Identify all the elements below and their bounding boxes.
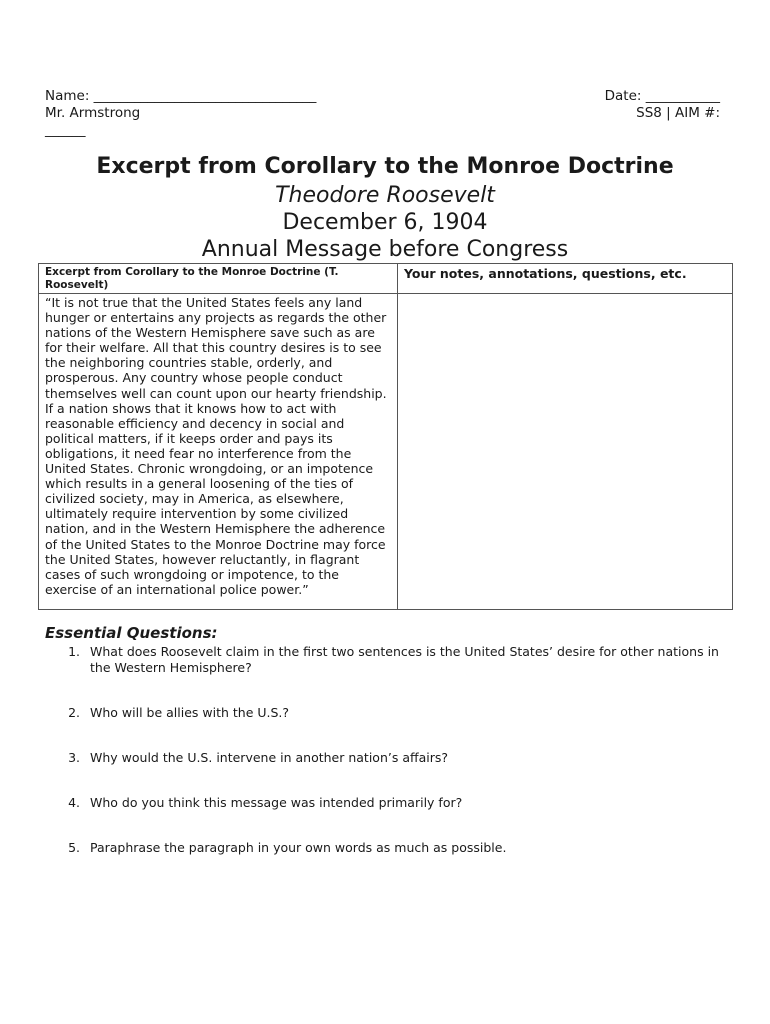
class-aim: SS8 | AIM #: <box>636 105 720 121</box>
question-text: Who will be allies with the U.S.? <box>90 705 290 720</box>
essential-questions <box>45 624 735 856</box>
question-item <box>45 795 735 811</box>
question-number: 4. <box>68 795 80 810</box>
question-item <box>45 705 735 721</box>
name-line: Name: _________________________________ <box>45 88 317 104</box>
question-number: 1. <box>68 644 80 659</box>
excerpt-column-header: Excerpt from Corollary to the Monroe Doctrine (T. Roosevelt) <box>39 264 398 294</box>
date-line: Date: ___________ <box>604 88 720 104</box>
question-number: 2. <box>68 705 80 720</box>
excerpt-table <box>38 263 733 610</box>
document-title: Excerpt from Corollary to the Monroe Doctrine <box>96 154 674 179</box>
table-header-row <box>39 264 733 294</box>
question-list <box>45 644 735 856</box>
table-body-row <box>39 294 733 610</box>
notes-cell[interactable] <box>398 294 733 610</box>
question-text: Why would the U.S. intervene in another nation’s affairs? <box>90 750 449 765</box>
teacher-name: Mr. Armstrong <box>45 105 141 121</box>
question-text: What does Roosevelt claim in the first two sentences is the United States’ desire for other nations in the Western Hemisphere? <box>90 644 719 675</box>
header-right <box>605 88 720 122</box>
title-block <box>0 152 770 263</box>
question-item <box>45 750 735 766</box>
document-date: December 6, 1904 <box>282 210 488 235</box>
header-left <box>45 88 316 139</box>
question-text: Paraphrase the paragraph in your own words as much as possible. <box>90 840 507 855</box>
question-number: 3. <box>68 750 80 765</box>
question-text: Who do you think this message was intended primarily for? <box>90 795 463 810</box>
notes-column-header: Your notes, annotations, questions, etc. <box>398 264 733 294</box>
question-item <box>45 644 735 676</box>
essential-questions-heading: Essential Questions: <box>45 624 218 642</box>
excerpt-quote: “It is not true that the United States feels any land hunger or entertains any projects as regards the other nations of the Western Hemisphere save such as are for their welfare. All that this country desires is to see the neighboring countries stable, orderly, and prosperous. Any country whose people conduct themselves well can count upon our hearty friendship. If a nation shows that it knows how to act with reasonable efficiency and decency in social and political matters, if it keeps order and pays its obligations, it need fear no interference from the United States. Chronic wrongdoing, or an impotence which results in a general loosening of the ties of civilized society, may in America, as elsewhere, ultimately require intervention by some civilized nation, and in the Western Hemisphere the adherence of the United States to the Monroe Doctrine may force the United States, however reluctantly, in flagrant cases of such wrongdoing or impotence, to the exercise of an international police power.” <box>39 294 398 610</box>
document-occasion: Annual Message before Congress <box>201 237 569 262</box>
question-number: 5. <box>68 840 80 855</box>
author-name: Theodore Roosevelt <box>275 183 495 208</box>
question-item <box>45 840 735 856</box>
teacher-blank: ______ <box>45 122 86 138</box>
